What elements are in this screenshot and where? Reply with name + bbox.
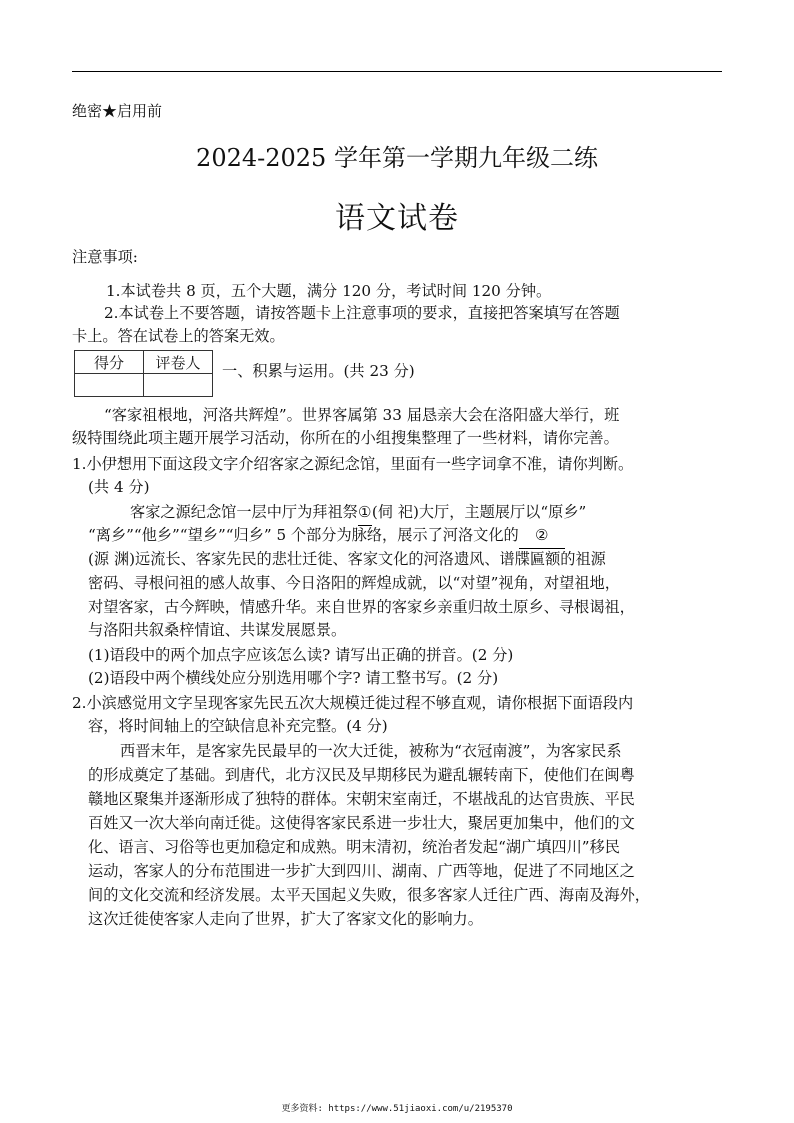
- q1-line-2: (共 4 分): [88, 478, 150, 496]
- q2-passage-line-1: 西晋末年，是客家先民最早的一次大迁徙，被称为“衣冠南渡”，为客家民系: [120, 742, 622, 760]
- q1-sub-1: (1)语段中的两个加点字应该怎么读? 请写出正确的拼音。(2 分): [88, 646, 514, 664]
- q2-line-2: 容，将时间轴上的空缺信息补充完整。(4 分): [88, 717, 388, 735]
- q1-line-1: 1.小伊想用下面这段文字介绍客家之源纪念馆，里面有一些字词拿不准，请你判断。: [72, 455, 634, 473]
- secret-label: 绝密★启用前: [72, 102, 163, 120]
- q2-passage-line-2: 的形成奠定了基础。到唐代，北方汉民及早期移民为避乱辗转南下，使他们在闽粤: [88, 766, 635, 784]
- q1-passage-line-1: [130, 501, 780, 526]
- q1-passage-line-2: [88, 524, 738, 549]
- notice-item-2-line2: 卡上。答在试卷上的答案无效。: [72, 327, 285, 345]
- intro-line-1: “客家祖根地，河洛共辉煌”。世界客属第 33 届恳亲大会在洛阳盛大举行，班: [104, 406, 620, 424]
- top-rule: [72, 71, 722, 72]
- section-1-title: 一、积累与运用。(共 23 分): [222, 362, 415, 380]
- q1-passage-line-5: 对望客家，古今辉映，情感升华。来自世界的客家乡亲重归故土原乡、寻根谒祖，: [88, 598, 635, 616]
- q1-passage-text-1a: 客家之源纪念馆一层中厅为拜祖祭: [130, 503, 358, 521]
- grader-header: 评卷人: [144, 351, 213, 374]
- grader-cell[interactable]: [144, 374, 213, 397]
- blank-1: ①: [358, 501, 372, 526]
- q2-line-1: 2.小滨感觉用文字呈现客家先民五次大规模迁徙过程不够直观，请你根据下面语段内: [72, 694, 634, 712]
- notice-item-2-line1: 2.本试卷上不要答题，请按答题卡上注意事项的要求，直接把答案填写在答题: [104, 304, 620, 322]
- q1-passage-line-3: (源 渊)远流长、客家先民的悲壮迁徙、客家文化的河洛遗风、谱牒匾额的祖源: [88, 550, 606, 568]
- exam-title: 2024-2025 学年第一学期九年级二练: [196, 144, 598, 172]
- subject-title: 语文试卷: [335, 201, 459, 236]
- blank-2: ②: [519, 524, 565, 549]
- q2-passage-line-7: 间的文化交流和经济发展。太平天国起义失败，很多客家人迁往广西、海南及海外，: [88, 886, 650, 904]
- q2-passage-line-8: 这次迁徙使客家人走向了世界，扩大了客家文化的影响力。: [88, 910, 483, 928]
- intro-line-2: 级特围绕此项主题开展学习活动，你所在的小组搜集整理了一些材料，请你完善。: [72, 429, 619, 447]
- q1-passage-text-2a: “离乡”“他乡”“望乡”“归乡” 5 个部分为脉络，展示了河洛文化的: [88, 526, 519, 544]
- footer-link[interactable]: 更多资料: https://www.51jiaoxi.com/u/2195370: [281, 1104, 513, 1114]
- q2-passage-line-5: 化、语言、习俗等也更加稳定和成熟。明末清初，统治者发起“湖广填四川”移民: [88, 838, 620, 856]
- q2-passage-line-6: 运动，客家人的分布范围进一步扩大到四川、湖南、广西等地，促进了不同地区之: [88, 862, 635, 880]
- q1-passage-line-4: 密码、寻根问祖的感人故事、今日洛阳的辉煌成就，以“对望”视角，对望祖地，: [88, 574, 620, 592]
- q1-sub-2: (2)语段中两个横线处应分别选用哪个字? 请工整书写。(2 分): [88, 669, 499, 687]
- notice-item-1: 1.本试卷共 8 页，五个大题，满分 120 分，考试时间 120 分钟。: [106, 282, 552, 300]
- score-header: 得分: [75, 351, 144, 374]
- score-table: [74, 350, 213, 397]
- notice-heading: 注意事项:: [72, 248, 138, 266]
- q1-passage-line-6: 与洛阳共叙桑梓情谊、共谋发展愿景。: [88, 621, 347, 639]
- q2-passage-line-3: 赣地区聚集并逐渐形成了独特的群体。宋朝宋室南迁，不堪战乱的达官贵族、平民: [88, 790, 635, 808]
- score-cell[interactable]: [75, 374, 144, 397]
- q1-passage-text-1b: (伺 祀)大厅，主题展厅以“原乡”: [371, 503, 587, 521]
- q2-passage-line-4: 百姓又一次大举向南迁徙。这使得客家民系进一步壮大，聚居更加集中，他们的文: [88, 814, 635, 832]
